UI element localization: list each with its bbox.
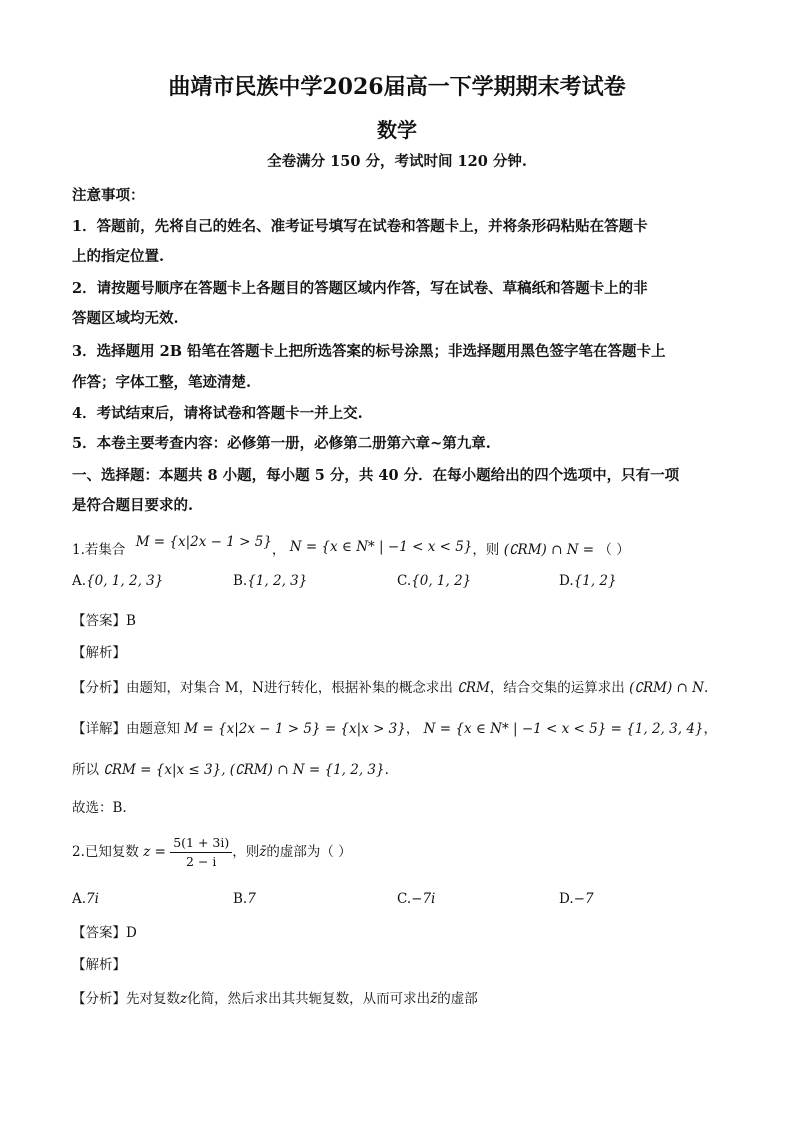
q1-xiangjie-expr1: M = {x|2x − 1 > 5} = {x|x > 3} [184, 721, 406, 737]
q1-xiangjie: 【详解】由题意知 M = {x|2x − 1 > 5} = {x|x > 3}， N = {x ∈ N* | −1 < x < 5} = {1, 2, 3, 4}， [72, 721, 717, 737]
question-2-stem: 2.已知复数 z = $\frac{5(1 + 3i)}{2 - i}$ ，则z̄的虚部为（ ） [72, 835, 352, 869]
q2-option-c: C.−7i [397, 891, 436, 907]
notice-item-5: 5．本卷主要考查内容：必修第一册，必修第二册第六章~第九章. [72, 435, 491, 452]
q1-option-d: D.{1, 2} [559, 573, 617, 589]
q2-denominator: 2 − i [186, 854, 217, 869]
q1-expression: (∁RM) ∩ N = [503, 542, 595, 558]
q2-z-eq: z = [143, 844, 166, 860]
q1-fenxi-expr2: (∁RM) ∩ N [629, 680, 704, 696]
q1-xiangjie-label: 【详解】 [72, 721, 126, 737]
exam-info: 全卷满分 150 分，考试时间 120 分钟. [267, 153, 527, 170]
q2-analysis-head: 【解析】 [72, 957, 126, 973]
notice-item-2b: 答题区域均无效. [72, 310, 179, 327]
q1-prefix: 1.若集合 [72, 542, 126, 558]
q2-option-d: D.−7 [559, 891, 594, 907]
notice-item-1b: 上的指定位置. [72, 248, 165, 265]
q1-sep: ， [271, 542, 286, 558]
q2-fraction [170, 834, 232, 871]
q1-set-n: N = {x ∈ N* | −1 < x < 5} [289, 539, 473, 555]
q2-numerator: 5(1 + 3i) [170, 834, 232, 853]
q2-fenxi: 【分析】先对复数z化简，然后求出其共轭复数，从而可求出z̄的虚部 [72, 991, 478, 1007]
notice-item-3b: 作答；字体工整，笔迹清楚. [72, 374, 252, 391]
q2-answer: 【答案】D [72, 925, 137, 941]
q1-option-c: C.{0, 1, 2} [397, 573, 472, 589]
subject-title: 数学 [377, 118, 417, 142]
question-1-stem [72, 534, 630, 558]
notice-item-1a: 1．答题前，先将自己的姓名、准考证号填写在试卷和答题卡上，并将条形码粘贴在答题卡 [72, 218, 648, 235]
q1-suoyi-expr: ∁RM = {x|x ≤ 3}, (∁RM) ∩ N = {1, 2, 3} [103, 762, 385, 778]
notice-item-3a: 3．选择题用 2B 铅笔在答题卡上把所选答案的标号涂黑；非选择题用黑色签字笔在答题卡上 [72, 343, 666, 360]
notice-item-4: 4．考试结束后，请将试卷和答题卡一并上交. [72, 405, 363, 422]
q2-fenxi-label: 【分析】 [72, 991, 126, 1007]
exam-title: 曲靖市民族中学2026届高一下学期期末考试卷 [168, 74, 626, 100]
q2-option-b: B.7 [233, 891, 256, 907]
section-heading-line2: 是符合题目要求的. [72, 497, 194, 514]
q1-suoyi: 所以 ∁RM = {x|x ≤ 3}, (∁RM) ∩ N = {1, 2, 3}. [72, 762, 389, 778]
q1-answer: 【答案】B [72, 613, 136, 629]
q1-fenxi-expr1: ∁RM [457, 680, 490, 696]
q1-paren: （ ） [598, 542, 630, 558]
q2-zbar: z̄ [259, 844, 267, 860]
notice-item-2a: 2．请按题号顺序在答题卡上各题目的答题区域内作答，写在试卷、草稿纸和答题卡上的非 [72, 280, 648, 297]
section-heading-line1: 一、选择题：本题共 8 小题，每小题 5 分，共 40 分．在每小题给出的四个选项中，只有一项 [72, 467, 680, 484]
q1-then: ，则 [472, 542, 500, 558]
q1-option-b: B.{1, 2, 3} [233, 573, 308, 589]
q1-fenxi: 【分析】由题知，对集合 M，N进行转化，根据补集的概念求出 ∁RM，结合交集的运算求出 (∁RM) ∩ N. [72, 680, 709, 696]
notice-heading: 注意事项： [72, 187, 145, 204]
q1-analysis-head: 【解析】 [72, 645, 126, 661]
q1-conclusion: 故选：B. [72, 800, 127, 816]
q1-set-m: M = {x|2x − 1 > 5} [135, 534, 272, 550]
q2-prefix: 2.已知复数 [72, 844, 139, 860]
q1-xiangjie-expr2: N = {x ∈ N* | −1 < x < 5} = {1, 2, 3, 4} [423, 721, 704, 737]
q1-option-a: A.{0, 1, 2, 3} [72, 573, 164, 589]
q2-option-a: A.7i [72, 891, 99, 907]
q1-fenxi-label: 【分析】 [72, 680, 126, 696]
